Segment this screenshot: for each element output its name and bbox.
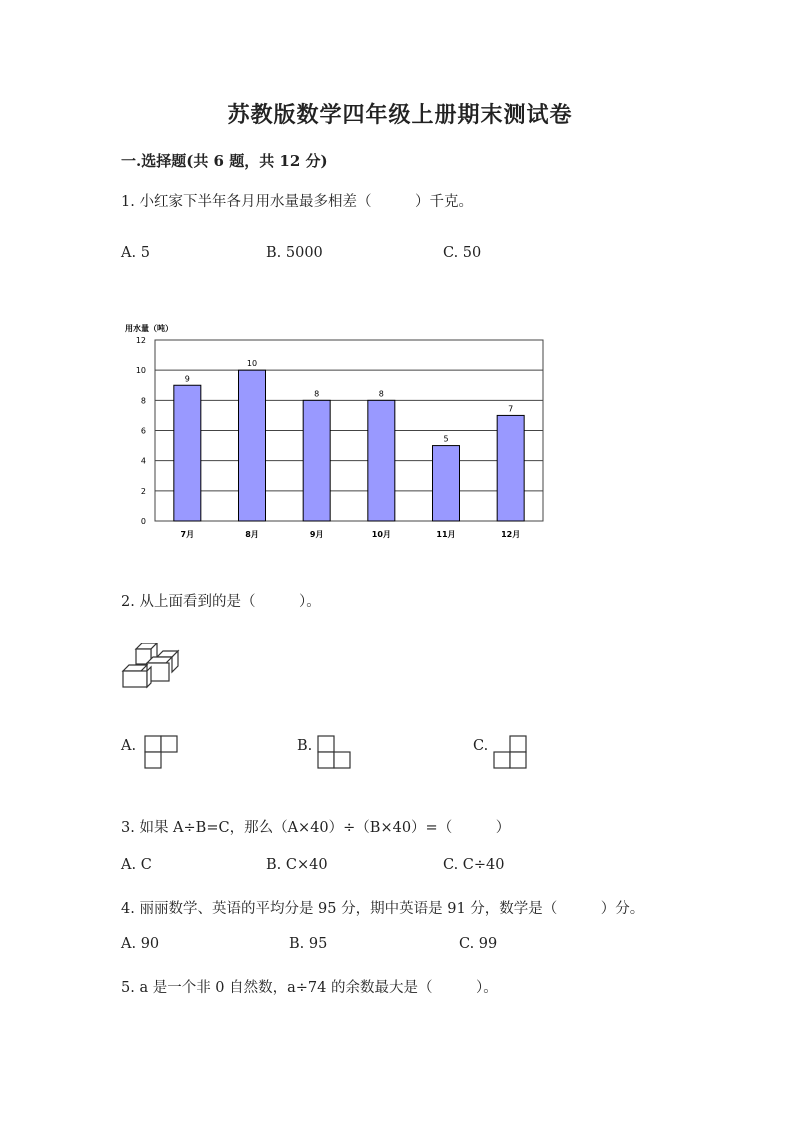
cube-stack-figure: [121, 643, 181, 689]
chart-bar: [239, 370, 266, 521]
chart-y-tick-label: 2: [140, 486, 146, 496]
chart-y-tick-label: 12: [135, 336, 146, 345]
question-3: 3. 如果 A÷B=C，那么（A×40）÷（B×40）=（ ）: [121, 820, 511, 836]
chart-data-label: 10: [246, 359, 258, 369]
q1-option-b: B. 5000: [266, 245, 323, 261]
page-title: 苏教版数学四年级上册期末测试卷: [227, 102, 573, 128]
q2-option-b-top-view-icon: [317, 735, 353, 771]
chart-y-tick-label: 0: [140, 517, 146, 526]
chart-x-tick-label: 10月: [371, 530, 391, 539]
q4-option-c: C. 99: [459, 936, 498, 952]
chart-y-tick-label: 10: [135, 366, 146, 376]
q2-option-c: C.: [473, 738, 489, 754]
chart-data-label: 5: [443, 434, 449, 444]
chart-x-tick-label: 8月: [245, 530, 259, 539]
chart-x-tick-label: 9月: [309, 530, 324, 539]
chart-bar: [497, 415, 524, 521]
chart-data-label: 8: [314, 389, 320, 399]
chart-y-tick-label: 8: [140, 396, 146, 406]
q3-option-c: C. C÷40: [443, 857, 505, 873]
chart-data-label: 9: [184, 374, 190, 384]
section-heading: 一.选择题(共 6 题，共 12 分): [121, 152, 328, 170]
question-5: 5. a 是一个非 0 自然数，a÷74 的余数最大是（ ）。: [121, 980, 498, 996]
chart-x-tick-label: 12月: [501, 530, 521, 539]
q1-option-a: A. 5: [121, 245, 150, 261]
q2-option-a: A.: [121, 738, 137, 754]
chart-bar: [174, 385, 201, 521]
chart-x-tick-label: 7月: [180, 530, 195, 539]
q2-option-c-top-view-icon: [493, 735, 529, 771]
chart-data-label: 8: [378, 389, 384, 399]
chart-y-axis-label: 用水量（吨）: [125, 324, 173, 333]
water-usage-chart: [115, 318, 555, 548]
q3-option-a: A. C: [121, 857, 152, 873]
q4-option-a: A. 90: [121, 936, 160, 952]
q2-option-b: B.: [297, 738, 313, 754]
chart-y-tick-label: 6: [140, 426, 146, 436]
chart-bar: [433, 446, 460, 521]
question-4: 4. 丽丽数学、英语的平均分是 95 分，期中英语是 91 分，数学是（ ）分。: [121, 901, 645, 917]
chart-data-label: 7: [508, 404, 514, 414]
question-1: 1. 小红家下半年各月用水量最多相差（ ）千克。: [121, 194, 473, 210]
q4-option-b: B. 95: [289, 936, 328, 952]
question-2: 2. 从上面看到的是（ ）。: [121, 594, 321, 610]
chart-y-tick-label: 4: [140, 456, 146, 466]
q3-option-b: B. C×40: [266, 857, 328, 873]
chart-x-tick-label: 11月: [436, 530, 456, 539]
chart-bar: [368, 400, 395, 521]
q1-option-c: C. 50: [443, 245, 482, 261]
q2-option-a-top-view-icon: [144, 735, 178, 771]
chart-bar: [303, 400, 330, 521]
